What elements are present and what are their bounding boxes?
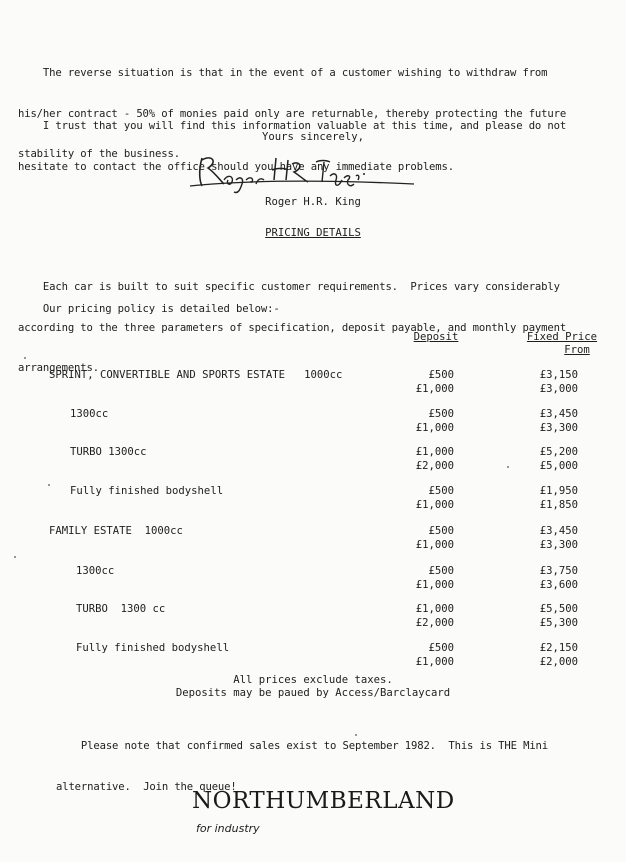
price-value: £3,450 [539,408,578,420]
deposit-values [384,565,454,592]
taxes-note: All prices exclude taxes. [233,674,393,686]
price-value: £3,300 [539,538,578,551]
price-value: £5,300 [539,616,578,629]
row-label: SPRINT, CONVERTIBLE AND SPORTS ESTATE 1000cc [49,369,343,381]
deposit-value: £1,000 [415,538,454,551]
paper-speck [24,357,26,359]
paper-speck [14,556,16,558]
price-value: £1,850 [539,498,578,511]
price-value: £5,000 [539,459,578,472]
table-row [0,408,626,436]
fixed-price-header-text: Fixed Price [526,331,598,343]
northumberland-logo [192,788,455,835]
row-label: 1300cc [76,565,115,577]
row-label: 1300cc [70,408,109,420]
price-value: £3,150 [539,369,578,381]
paper-speck [48,484,50,486]
price-value: £1,950 [539,485,578,497]
row-label: TURBO 1300 cc [76,603,166,615]
pricing-policy-line: Our pricing policy is detailed below:- [18,303,280,315]
price-value: £5,500 [539,603,578,615]
price-values [510,485,578,512]
column-header-deposit [404,331,468,344]
price-values [510,408,578,435]
deposit-payment-note: Deposits may be paued by Access/Barclaycard [175,687,451,699]
table-row [0,642,626,670]
text-line: Please note that confirmed sales exist to September 1982. This is THE Mini [56,740,549,752]
deposit-value: £1,000 [415,578,454,591]
price-value: £3,450 [539,525,578,537]
deposit-values [384,485,454,512]
deposit-value: £1,000 [415,446,454,458]
deposit-values [384,446,454,473]
price-value: £3,600 [539,578,578,591]
deposit-value: £500 [428,525,454,537]
price-values [510,603,578,630]
price-value: £3,300 [539,421,578,434]
price-value: £2,000 [539,655,578,668]
table-row [0,603,626,631]
table-row [0,485,626,513]
deposit-value: £500 [428,369,454,381]
row-label: Fully finished bodyshell [76,642,230,654]
column-header-fixed-price [516,331,608,357]
deposit-values [384,642,454,669]
text-line: hesitate to contact the office should you have any immediate problems. [18,160,454,173]
price-values [510,446,578,473]
deposit-value: £1,000 [415,498,454,511]
logo-wordmark: NORTHUMBERLAND [192,788,455,814]
price-value: £5,200 [539,446,578,458]
handwritten-signature [188,150,418,200]
row-label: TURBO 1300cc [70,446,147,458]
text-line: The reverse situation is that in the event of a customer wishing to withdraw from [18,67,548,79]
row-label: FAMILY ESTATE 1000cc [49,525,183,537]
text-line: alternative. Join the queue! [56,780,237,793]
deposit-value: £500 [428,642,454,654]
logo-tagline: for industry [196,822,260,835]
fixed-price-from-text: From [564,344,590,356]
table-row [0,446,626,474]
text-line: I trust that you will find this information valuable at this time, and please do not [18,120,567,132]
paper-speck [507,466,509,468]
pricing-heading: PRICING DETAILS [265,227,361,239]
price-values [510,369,578,396]
deposit-values [384,603,454,630]
table-row [0,369,626,397]
deposit-value: £2,000 [415,616,454,629]
deposit-value: £500 [428,408,454,420]
deposit-value: £1,000 [415,382,454,395]
price-value: £3,000 [539,382,578,395]
price-value: £3,750 [539,565,578,577]
text-line: arrangements. [18,362,99,374]
price-values [510,565,578,592]
paper-speck [355,734,357,736]
deposit-values [384,408,454,435]
deposit-value: £1,000 [415,421,454,434]
deposit-values [384,369,454,396]
price-value: £2,150 [539,642,578,654]
price-values [510,642,578,669]
text-line: according to the three parameters of specification, deposit payable, and monthly payment [18,321,567,334]
text-line: his/her contract - 50% of monies paid only are returnable, thereby protecting the future [18,107,567,120]
signatory-name: Roger H.R. King [265,196,361,208]
row-label: Fully finished bodyshell [70,485,224,497]
price-values [510,525,578,552]
deposit-value: £1,000 [415,603,454,615]
deposit-value: £2,000 [415,459,454,472]
table-row [0,565,626,593]
deposit-value: £500 [428,565,454,577]
deposit-value: £500 [428,485,454,497]
closing-salutation: Yours sincerely, [261,131,365,143]
text-line: Each car is built to suit specific customer requirements. Prices vary considerably [18,281,560,293]
deposit-header-text: Deposit [413,331,459,343]
deposit-values [384,525,454,552]
table-row [0,525,626,553]
text-line: stability of the business. [18,148,180,160]
deposit-value: £1,000 [415,655,454,668]
